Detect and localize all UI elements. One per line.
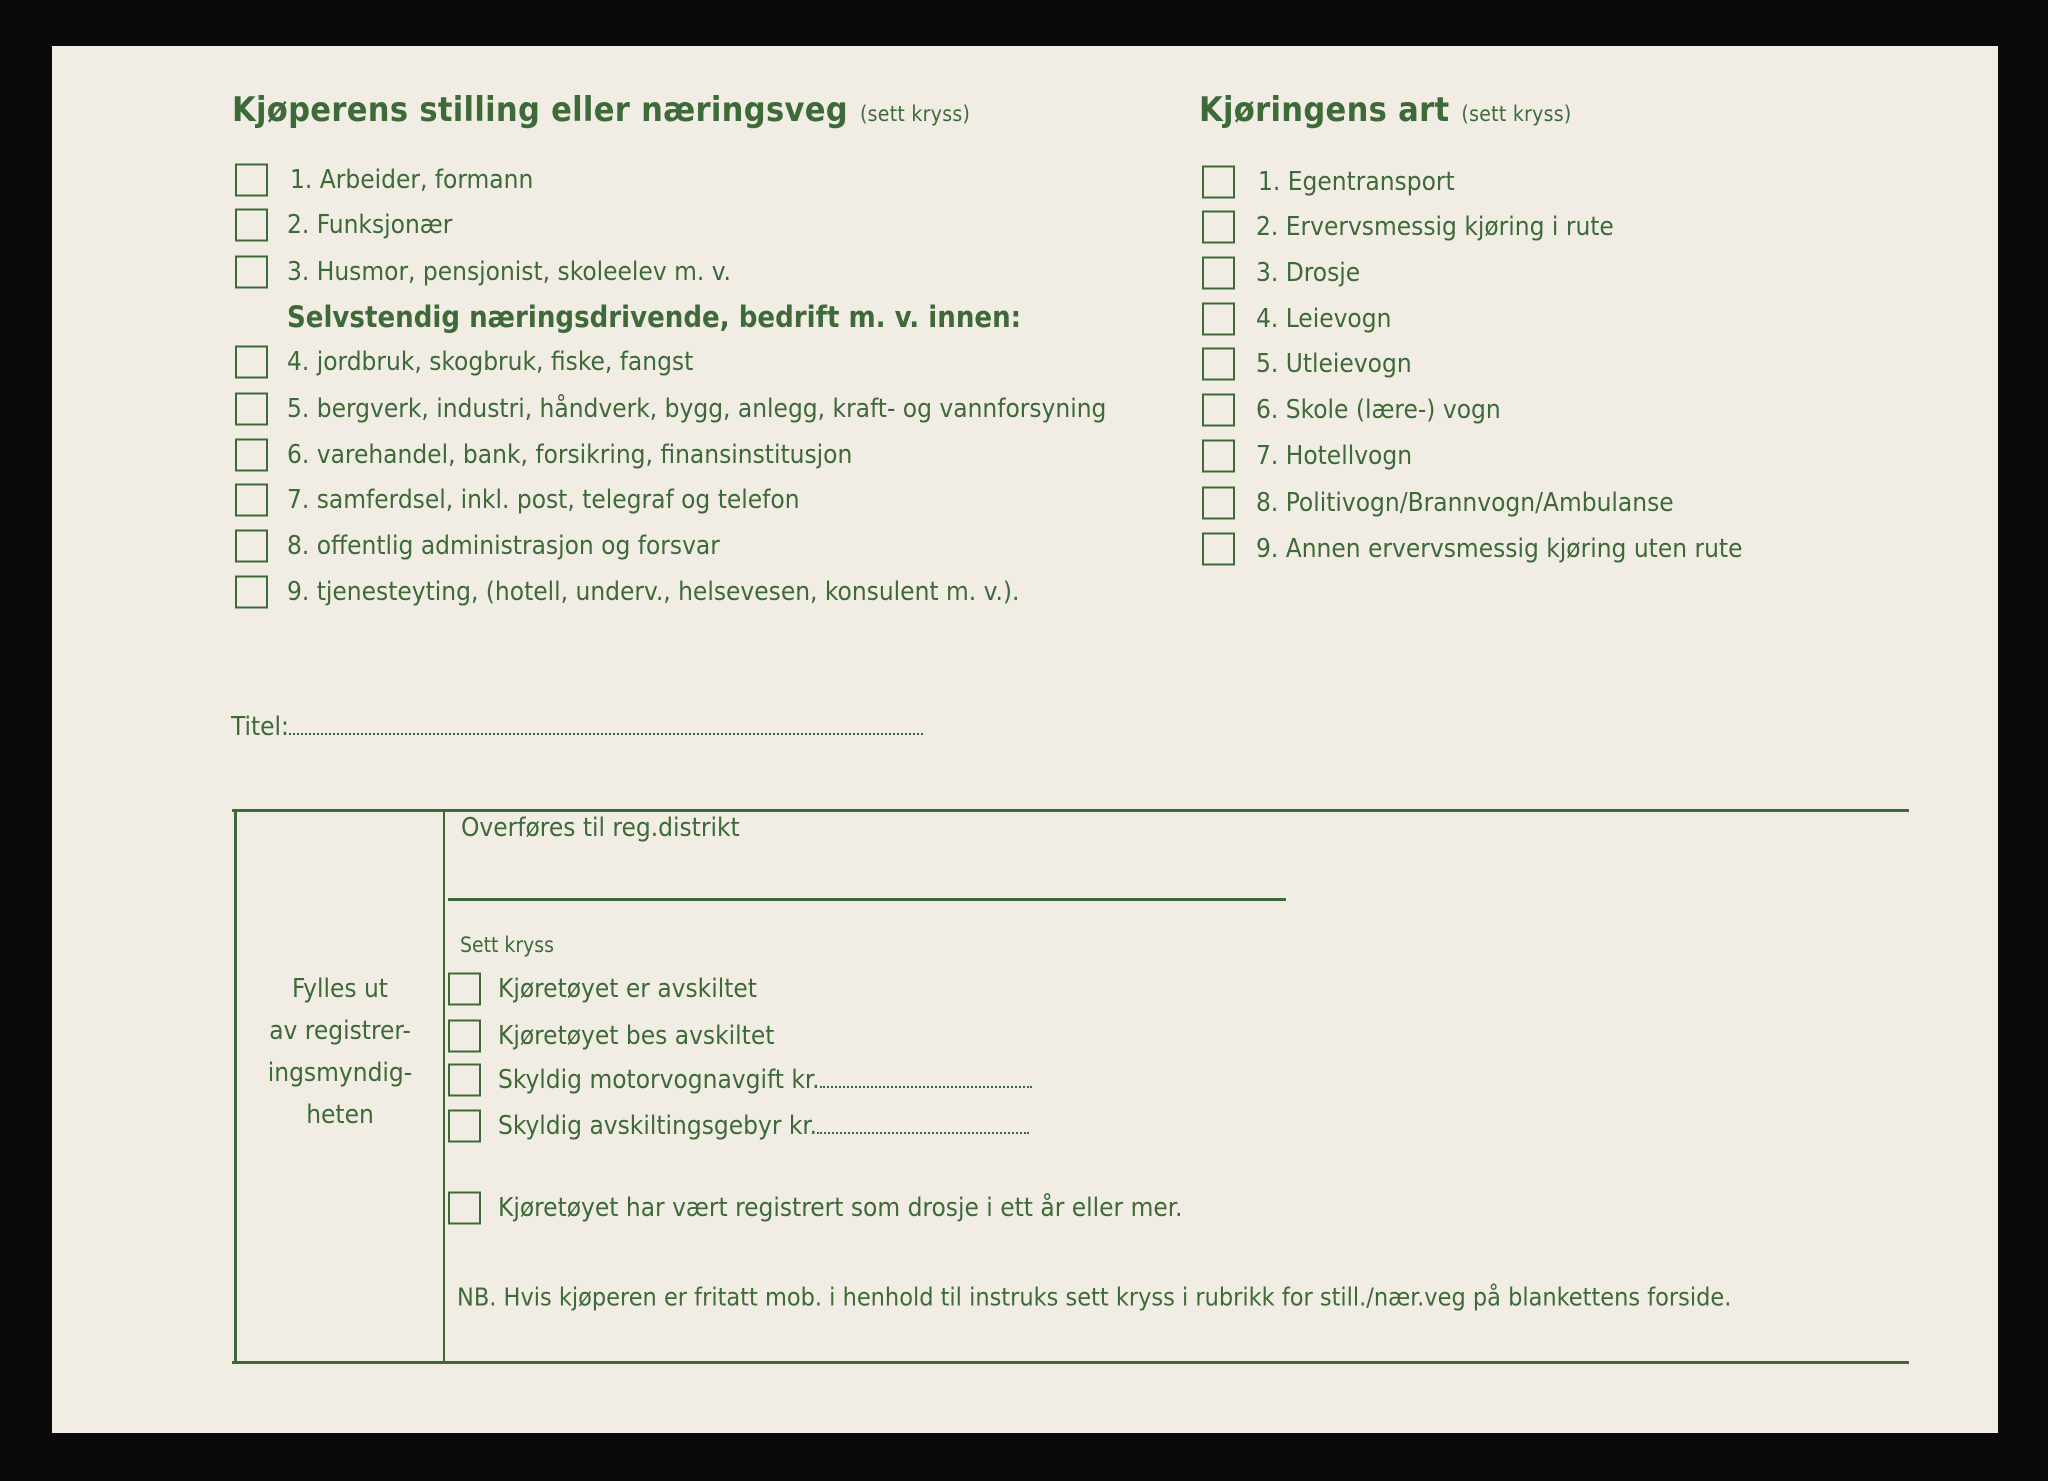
- box-top-line: [232, 809, 1909, 812]
- driving-type-label: 1. Egentransport: [1258, 167, 1455, 197]
- driving-type-label: 8. Politivogn/Brannvogn/Ambulanse: [1256, 488, 1674, 518]
- checkbox-driving-2[interactable]: [1202, 211, 1235, 244]
- right-heading: [1199, 90, 1572, 130]
- driving-type-label: 3. Drosje: [1256, 258, 1361, 288]
- box-left-line: [234, 809, 237, 1364]
- checkbox-occupation-9[interactable]: [235, 576, 268, 609]
- check-label-text: Skyldig motorvognavgift kr.: [498, 1065, 820, 1095]
- checkbox-driving-6[interactable]: [1202, 394, 1235, 427]
- titel-field[interactable]: [231, 712, 923, 742]
- amount-dotted-line[interactable]: [817, 1132, 1029, 1134]
- occupation-label: 2. Funksjonær: [287, 210, 453, 240]
- checkbox-driving-7[interactable]: [1202, 440, 1235, 473]
- check-label: [498, 1065, 1032, 1095]
- checkbox-driving-9[interactable]: [1202, 533, 1235, 566]
- occupation-label: 5. bergverk, industri, håndverk, bygg, anlegg, kraft- og vannforsyning: [287, 394, 1107, 424]
- box-bottom-line: [232, 1361, 1909, 1364]
- registration-authority-label: [240, 968, 440, 1136]
- checkbox-request-deregister[interactable]: [448, 1020, 481, 1053]
- titel-dotted-line: [289, 733, 923, 735]
- occupation-label: 8. offentlig administrasjon og forsvar: [287, 531, 720, 561]
- driving-type-label: 4. Leievogn: [1256, 304, 1392, 334]
- right-heading-note: (sett kryss): [1461, 102, 1572, 126]
- side-label-line: Fylles ut: [292, 974, 388, 1004]
- self-employed-subheading: Selvstendig næringsdrivende, bedrift m. v. innen:: [287, 300, 1022, 334]
- checkbox-taxi-one-year[interactable]: [448, 1192, 481, 1225]
- check-label: Kjøretøyet bes avskiltet: [498, 1021, 775, 1051]
- check-label: Kjøretøyet er avskiltet: [498, 974, 757, 1004]
- checkbox-occupation-6[interactable]: [235, 439, 268, 472]
- occupation-label: 7. samferdsel, inkl. post, telegraf og telefon: [287, 485, 800, 515]
- checkbox-deregistration-fee-owed[interactable]: [448, 1110, 481, 1143]
- side-label-line: av registrer-: [269, 1016, 411, 1046]
- driving-type-label: 6. Skole (lære-) vogn: [1256, 395, 1501, 425]
- checkbox-driving-3[interactable]: [1202, 257, 1235, 290]
- transfer-district-label: Overføres til reg.distrikt: [461, 813, 740, 843]
- side-label-line: ingsmyndig-: [267, 1058, 413, 1088]
- driving-type-label: 5. Utleievogn: [1256, 349, 1412, 379]
- transfer-district-field[interactable]: [448, 898, 1286, 901]
- titel-label: Titel:: [231, 712, 289, 742]
- check-label: [498, 1111, 1029, 1141]
- sett-kryss-label: Sett kryss: [460, 933, 554, 957]
- checkbox-driving-5[interactable]: [1202, 348, 1235, 381]
- left-heading-text: Kjøperens stilling eller næringsveg: [232, 90, 848, 130]
- driving-type-label: 2. Ervervsmessig kjøring i rute: [1256, 212, 1614, 242]
- checkbox-driving-8[interactable]: [1202, 487, 1235, 520]
- checkbox-occupation-3[interactable]: [235, 256, 268, 289]
- driving-type-label: 7. Hotellvogn: [1256, 441, 1413, 471]
- checkbox-occupation-5[interactable]: [235, 393, 268, 426]
- checkbox-deregistered[interactable]: [448, 973, 481, 1006]
- amount-dotted-line[interactable]: [820, 1086, 1032, 1088]
- driving-type-label: 9. Annen ervervsmessig kjøring uten rute: [1256, 534, 1743, 564]
- occupation-label: 3. Husmor, pensjonist, skoleelev m. v.: [287, 257, 731, 287]
- left-heading: [232, 90, 970, 130]
- side-label-line: heten: [306, 1100, 374, 1130]
- box-divider-line: [443, 809, 445, 1364]
- occupation-label: 1. Arbeider, formann: [290, 165, 534, 195]
- checkbox-vehicle-tax-owed[interactable]: [448, 1064, 481, 1097]
- checkbox-occupation-1[interactable]: [235, 164, 268, 197]
- checkbox-occupation-7[interactable]: [235, 484, 268, 517]
- checkbox-occupation-4[interactable]: [235, 346, 268, 379]
- checkbox-occupation-2[interactable]: [235, 209, 268, 242]
- left-heading-note: (sett kryss): [859, 102, 971, 126]
- check-label-text: Skyldig avskiltingsgebyr kr.: [498, 1111, 818, 1141]
- checkbox-driving-4[interactable]: [1202, 303, 1235, 336]
- occupation-label: 4. jordbruk, skogbruk, fiske, fangst: [287, 347, 694, 377]
- nb-note: NB. Hvis kjøperen er fritatt mob. i henhold til instruks sett kryss i rubrikk for still./nær.veg på blankettens forside.: [457, 1282, 1732, 1312]
- occupation-label: 6. varehandel, bank, forsikring, finansinstitusjon: [287, 440, 853, 470]
- checkbox-driving-1[interactable]: [1202, 166, 1235, 199]
- occupation-label: 9. tjenesteyting, (hotell, underv., helsevesen, konsulent m. v.).: [287, 577, 1020, 607]
- right-heading-text: Kjøringens art: [1199, 90, 1450, 130]
- checkbox-occupation-8[interactable]: [235, 530, 268, 563]
- check-label: Kjøretøyet har vært registrert som drosje i ett år eller mer.: [498, 1193, 1183, 1223]
